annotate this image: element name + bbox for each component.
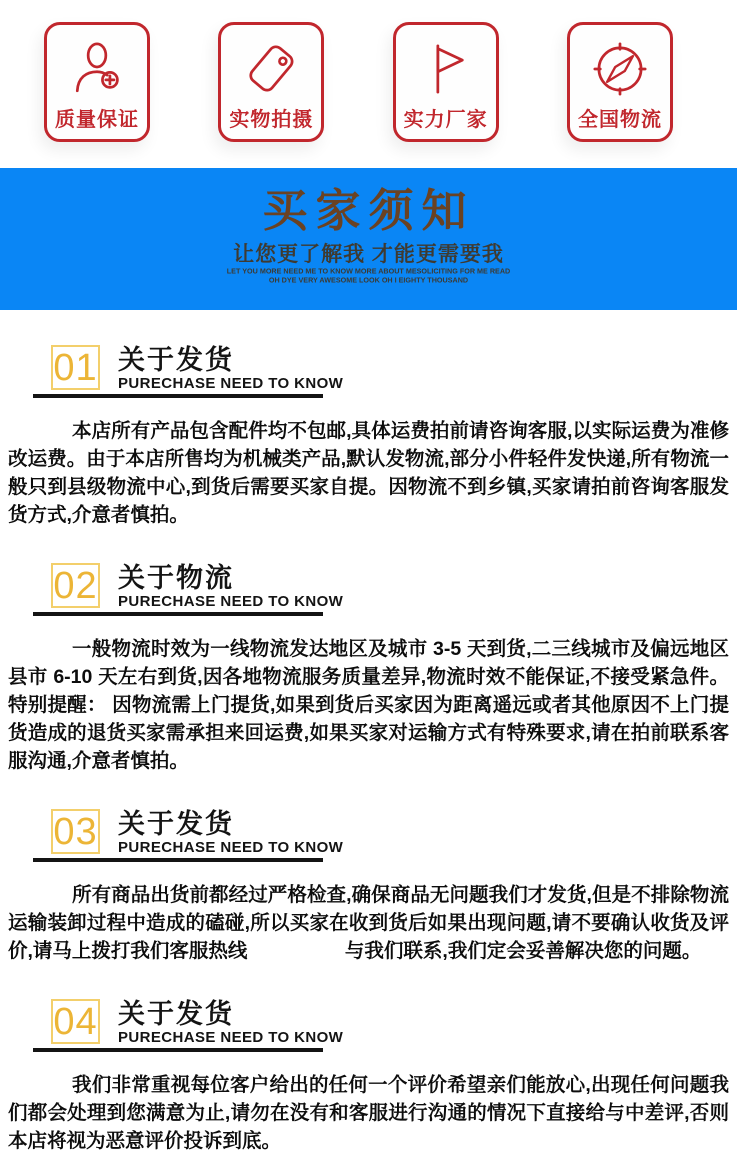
banner-subtitle: 让您更了解我 才能更需要我 (233, 243, 504, 266)
section-subtitle: PURECHASE NEED TO KNOW (118, 839, 344, 856)
section-body: 所有商品出货前都经过严格检查,确保商品无问题我们才发货,但是不排除物流运输装卸过程中造成的磕碰,所以买家在收到货后如果出现问题,请不要确认收货及评价,请马上拨打我们客服热线 与我们联系,我们定会妥善解决您的问题。 (8, 884, 729, 962)
badge-label: 全国物流 (577, 109, 662, 131)
section-body: 我们非常重视每位客户给出的任何一个评价希望亲们能放心,出现任何问题我们都会处理到您满意为止,请勿在没有和客服进行沟通的情况下直接给与中差评,否则本店将视为恶意评价投诉到底。 (8, 1074, 729, 1152)
badge-nationwide-logistics (567, 22, 673, 142)
section-body: 本店所有产品包含配件均不包邮,具体运费拍前请咨询客服,以实际运费为准修改运费。由于本店所售均为机械类产品,默认发物流,部分小件轻件发快递,所有物流一般只到县级物流中心,到货后需要买家自提。因物流不到乡镇,买家请拍前咨询客服发货方式,介意者慎拍。 (8, 420, 729, 526)
section-title: 关于物流 (118, 563, 234, 593)
section-header (33, 563, 344, 616)
section-number: 02 (53, 564, 98, 607)
section-subtitle: PURECHASE NEED TO KNOW (118, 375, 344, 392)
section-underline (33, 612, 323, 616)
section-title: 关于发货 (118, 345, 234, 375)
user-plus-icon (63, 32, 131, 106)
section-01-shipping (0, 345, 737, 529)
banner-tagline (147, 267, 589, 285)
section-title: 关于发货 (118, 999, 234, 1029)
section-subtitle: PURECHASE NEED TO KNOW (118, 593, 344, 610)
section-header (33, 999, 344, 1052)
section-04-feedback (0, 999, 737, 1155)
badge-strong-factory (393, 22, 499, 142)
section-title: 关于发货 (118, 809, 234, 839)
buyer-notice-banner (0, 168, 737, 310)
section-number: 03 (53, 810, 98, 853)
tag-icon (237, 32, 305, 106)
section-number-box (51, 563, 100, 608)
section-header (33, 809, 344, 862)
section-underline (33, 1048, 323, 1052)
banner-title: 买家须知 (262, 185, 475, 236)
badge-quality-guarantee (44, 22, 150, 142)
section-header (33, 345, 344, 398)
section-number-box (51, 809, 100, 854)
section-underline (33, 394, 323, 398)
badge-label: 质量保证 (55, 109, 139, 131)
section-subtitle: PURECHASE NEED TO KNOW (118, 1029, 344, 1046)
banner-tagline-line2: OH DYE VERY AWESOME LOOK OH I EIGHTY THOUSAND (268, 276, 469, 285)
badge-label: 实力厂家 (403, 109, 488, 131)
compass-icon (586, 32, 654, 106)
badge-label: 实物拍摄 (229, 109, 314, 131)
section-underline (33, 858, 323, 862)
service-badges-row (0, 0, 737, 168)
notice-content (0, 310, 737, 1155)
badge-real-photos (218, 22, 324, 142)
section-02-logistics (0, 563, 737, 775)
section-body: 一般物流时效为一线物流发达地区及城市 3-5 天到货,二三线城市及偏远地区县市 6-10 天左右到货,因各地物流服务质量差异,物流时效不能保证,不接受紧急件。特别提醒： 因物流需上门提货,如果到货后买家因为距离遥远或者其他原因不上门提货造成的退货买家需承担来回运费,如果买家对运输方式有特殊要求,请在拍前联系客服沟通,介意者慎拍。 (8, 638, 729, 772)
section-number-box (51, 345, 100, 390)
section-03-inspection (0, 809, 737, 965)
banner-tagline-line1: LET YOU MORE NEED ME TO KNOW MORE ABOUT MESOLICITING FOR ME READ (226, 267, 511, 276)
flag-icon (412, 32, 480, 106)
section-number: 01 (53, 346, 98, 389)
section-number-box (51, 999, 100, 1044)
section-number: 04 (53, 1000, 98, 1043)
